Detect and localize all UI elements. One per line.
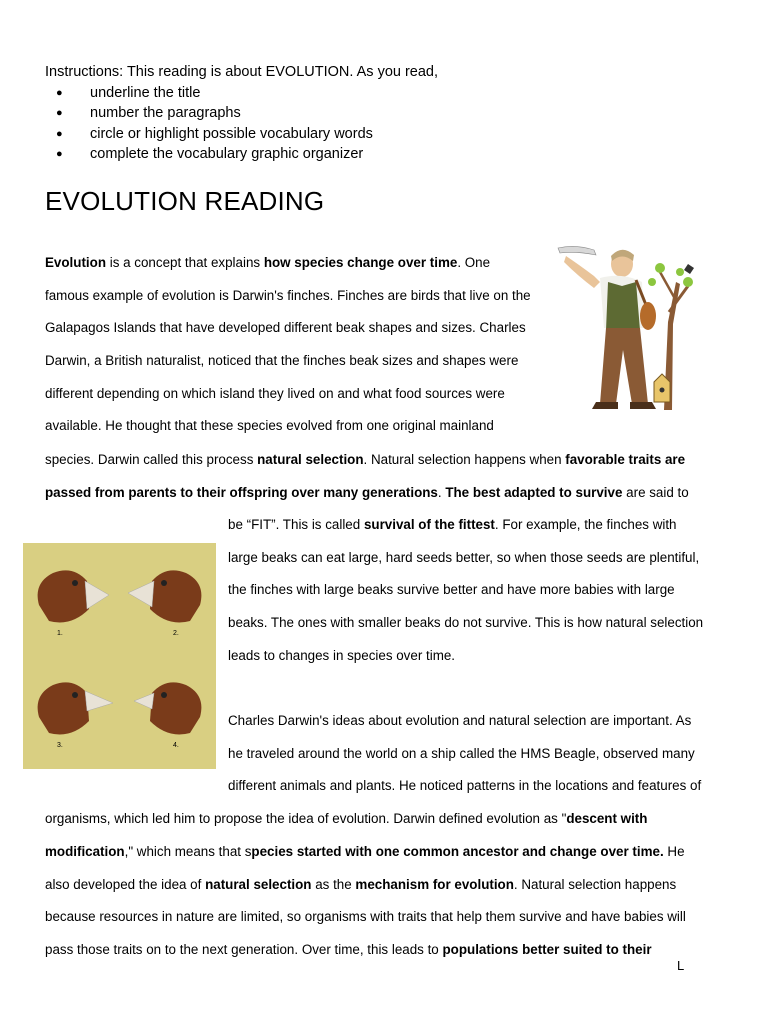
text-run: also developed the idea of — [45, 877, 206, 892]
term-natural-selection: natural selection — [257, 452, 364, 467]
instructions-intro: Instructions: This reading is about EVOLUTION. As you read, — [45, 64, 439, 80]
finch-label: 1. — [57, 630, 63, 637]
p1-line — [45, 484, 689, 502]
p1-line: different depending on which island they lived on and what food sources were — [45, 386, 505, 401]
text-run: be “FIT”. This is called — [228, 517, 364, 532]
text-run: pass those traits on to the next generation. Over time, this leads to — [45, 942, 443, 957]
instruction-item: ● circle or highlight possible vocabulary words — [45, 124, 438, 145]
text-run: are said to — [622, 485, 689, 500]
instruction-item: ● underline the title — [45, 83, 438, 104]
p1-line — [228, 516, 677, 534]
p1-line — [45, 254, 490, 272]
p1-line: large beaks can eat large, hard seeds better, so when those seeds are plentiful, — [228, 550, 700, 565]
p2-line — [45, 941, 652, 959]
p1-line: Galapagos Islands that have developed different beak shapes and sizes. Charles — [45, 320, 526, 335]
p2-line: because resources in nature are limited, so organisms with traits that help them survive and have babies will — [45, 909, 686, 924]
bold-phrase: modification — [45, 844, 125, 859]
text-run: He — [663, 844, 685, 859]
bold-phrase: mechanism for evolution — [355, 877, 514, 892]
text-run: species. Darwin called this process — [45, 452, 258, 467]
page-mark: L — [677, 958, 685, 973]
text-run: . — [437, 485, 446, 500]
term-evolution: Evolution — [45, 255, 106, 270]
text-run: . Natural selection happens when — [363, 452, 566, 467]
p1-line: leads to changes in species over time. — [228, 648, 456, 663]
term-natural-selection: natural selection — [205, 877, 312, 892]
bold-phrase: how species change over time — [263, 255, 458, 270]
instruction-item: ● complete the vocabulary graphic organizer — [45, 144, 438, 165]
p1-line: famous example of evolution is Darwin's finches. Finches are birds that live on the — [45, 288, 531, 303]
text-run: is a concept that explains — [106, 255, 264, 270]
instruction-item: ● number the paragraphs — [45, 103, 438, 124]
p2-line — [45, 843, 685, 861]
bold-phrase: favorable traits are — [565, 452, 686, 467]
text-run: . Natural selection happens — [513, 877, 677, 892]
finch-heads-image — [23, 543, 216, 769]
text-run: as the — [311, 877, 356, 892]
bold-phrase: pecies started with one common ancestor and change over time. — [251, 844, 664, 859]
p1-line: beaks. The ones with smaller beaks do not survive. This is how natural selection — [228, 615, 704, 630]
p1-line — [45, 451, 685, 469]
p2-line: Charles Darwin's ideas about evolution and natural selection are important. As — [228, 713, 692, 728]
text-run: . For example, the finches with — [494, 517, 677, 532]
finch-label: 4. — [173, 742, 179, 749]
p2-line — [45, 876, 676, 894]
text-run: organisms, which led him to propose the idea of evolution. Darwin defined evolution as " — [45, 811, 567, 826]
finch-label: 3. — [57, 742, 63, 749]
text-run: ," which means that s — [124, 844, 252, 859]
term-survival-of-the-fittest: survival of the fittest — [363, 517, 495, 532]
bold-phrase: populations better suited to their — [442, 942, 652, 957]
instructions-list — [45, 83, 438, 165]
p2-line: different animals and plants. He noticed patterns in the locations and features of — [228, 778, 702, 793]
finch-label: 2. — [173, 630, 179, 637]
text-run: . One — [457, 255, 491, 270]
bold-phrase: The best adapted to survive — [445, 485, 623, 500]
p1-line: Darwin, a British naturalist, noticed that the finches beak sizes and shapes were — [45, 353, 519, 368]
page-title: EVOLUTION READING — [45, 186, 325, 216]
instructions — [45, 62, 438, 165]
p2-line — [45, 810, 647, 828]
p1-line: the finches with large beaks survive better and have more babies with large — [228, 582, 675, 597]
bold-phrase: descent with — [566, 811, 648, 826]
p2-line: he traveled around the world on a ship called the HMS Beagle, observed many — [228, 746, 695, 761]
darwin-illustration — [556, 242, 698, 412]
finches-illustration — [23, 543, 216, 769]
bold-phrase: passed from parents to their offspring over many generations — [45, 485, 438, 500]
p1-line: available. He thought that these species evolved from one original mainland — [45, 418, 494, 433]
